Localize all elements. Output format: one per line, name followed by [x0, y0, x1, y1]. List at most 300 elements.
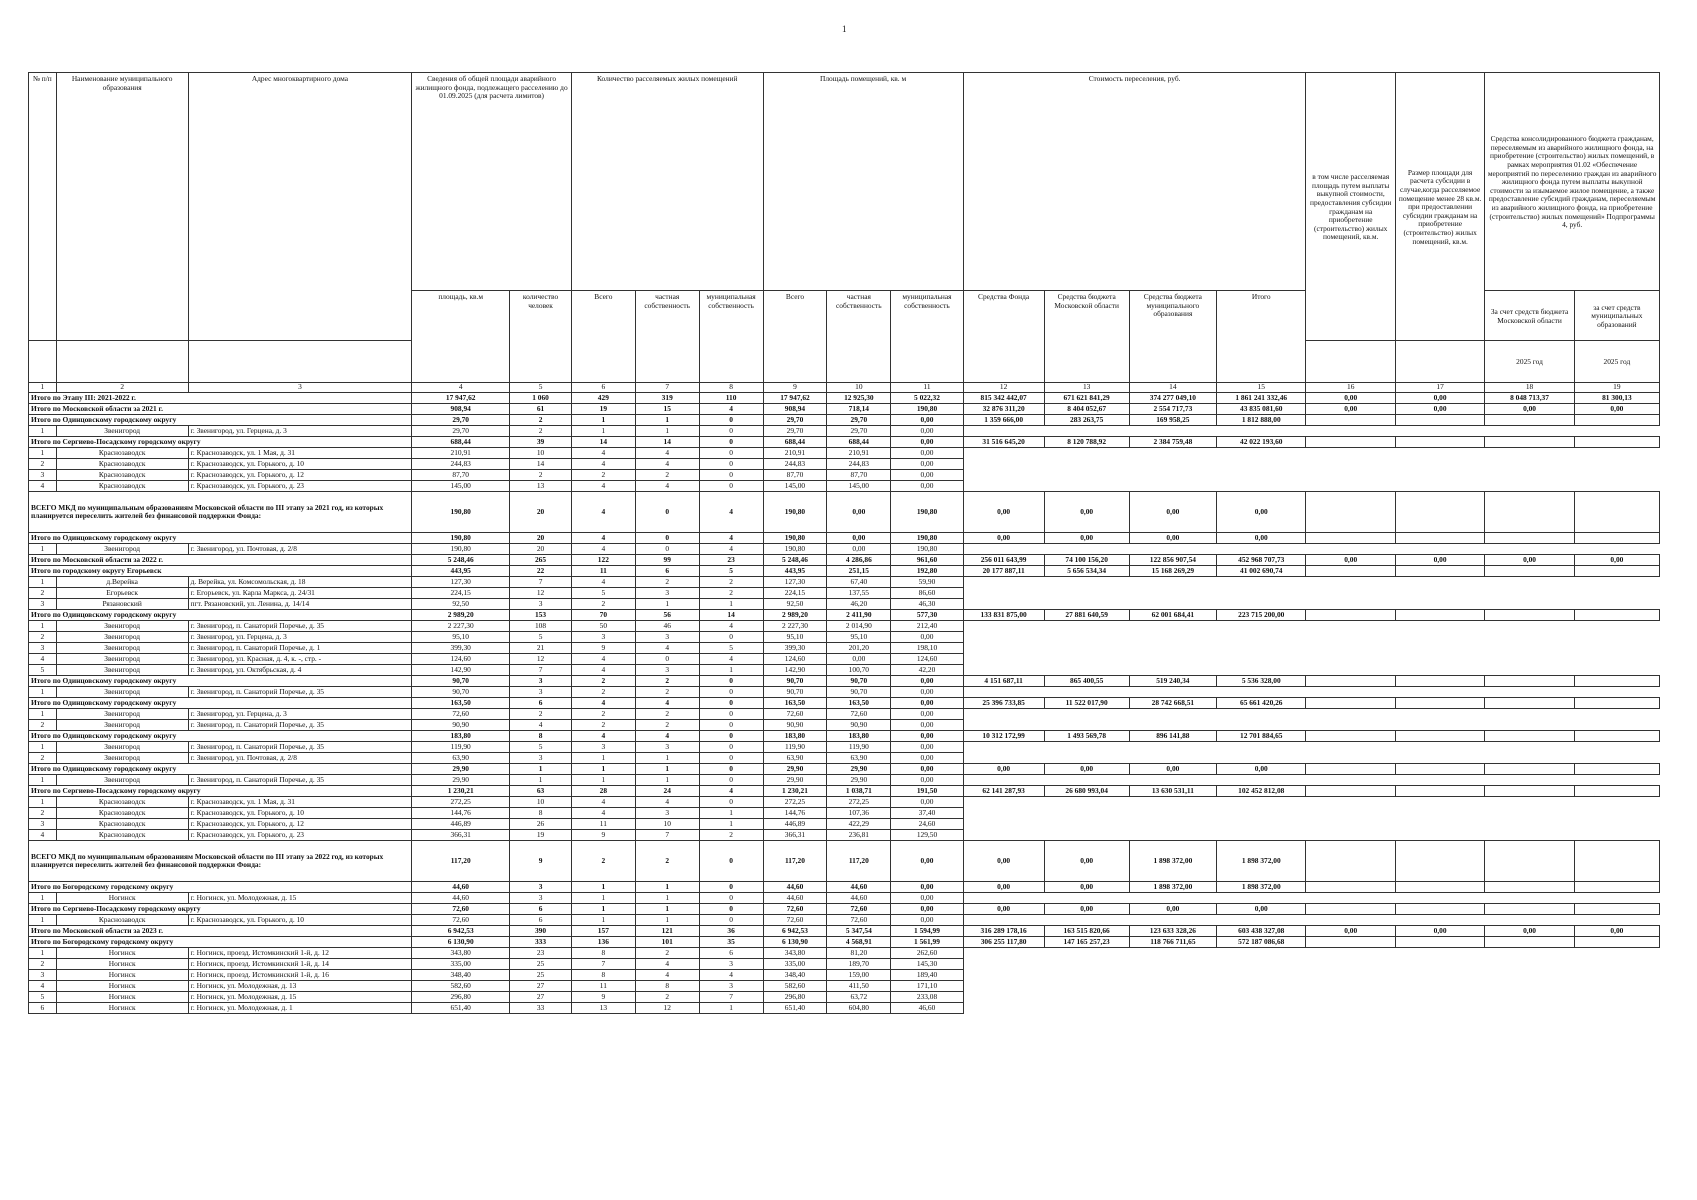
subtotal-cell: 572 187 086,68 [1217, 937, 1306, 948]
subtotal-cell: 908,94 [412, 404, 510, 415]
subtotal-cell: 183,80 [827, 731, 891, 742]
house-address: г. Ногинск, проезд. Истомкинский 1-й, д. 16 [188, 970, 412, 981]
subtotal-cell: 333 [510, 937, 572, 948]
subtotal-cell: 163,50 [827, 698, 891, 709]
house-cell: 1 [29, 893, 57, 904]
house-cell: 1 [635, 915, 699, 926]
subtotal-cell: 671 621 841,29 [1044, 393, 1129, 404]
subtotal-cell: 0,00 [1217, 904, 1306, 915]
subtotal-cell: 1 [635, 415, 699, 426]
subtotal-cell: 6 [510, 904, 572, 915]
subtotal-cell: 0,00 [963, 904, 1044, 915]
subtotal-cell: 20 [510, 492, 572, 533]
house-cell: 3 [510, 687, 572, 698]
house-cell: 190,80 [763, 544, 827, 555]
subtotal-row [29, 555, 1660, 566]
header-sub-area-total: Всего [763, 291, 827, 383]
subtotal-cell [1485, 676, 1574, 687]
subtotal-cell: 11 522 017,90 [1044, 698, 1129, 709]
house-mo: д.Верейка [56, 577, 188, 588]
subtotal-cell: 5 536 328,00 [1217, 676, 1306, 687]
subtotal-row [29, 786, 1660, 797]
subtotal-cell: 190,80 [763, 533, 827, 544]
house-cell: 0,00 [827, 654, 891, 665]
house-mo: Звенигород [56, 544, 188, 555]
column-number: 1 [29, 383, 57, 393]
subtotal-cell: 72,60 [412, 904, 510, 915]
house-row [29, 808, 1660, 819]
house-cell: 19 [510, 830, 572, 841]
resettlement-table [28, 72, 1660, 1014]
house-cell: 0,00 [827, 544, 891, 555]
subtotal-cell [1574, 566, 1659, 577]
subtotal-cell: 0,00 [1044, 492, 1129, 533]
house-cell: 6 [699, 948, 763, 959]
subtotal-cell: 29,70 [763, 415, 827, 426]
house-cell: 0,00 [891, 742, 963, 753]
house-cell: 0 [635, 544, 699, 555]
subtotal-cell: 183,80 [763, 731, 827, 742]
subtotal-cell: 0 [699, 676, 763, 687]
house-cell: 0 [699, 775, 763, 786]
header-sub-munic-budget: Средства бюджета муниципального образования [1129, 291, 1216, 383]
subtotal-cell [1574, 437, 1659, 448]
subtotal-cell: 183,80 [412, 731, 510, 742]
house-address: г. Ногинск, ул. Молодежная, д. 15 [188, 992, 412, 1003]
subtotal-cell [1306, 731, 1395, 742]
house-cell: 2 [29, 588, 57, 599]
subtotal-cell: 908,94 [763, 404, 827, 415]
house-address: г. Звенигород, ул. Герцена, д. 3 [188, 709, 412, 720]
house-address: г. Краснозаводск, ул. Горького, д. 10 [188, 915, 412, 926]
house-cell: 0 [635, 654, 699, 665]
house-cell: 1 [699, 819, 763, 830]
subtotal-cell: 41 002 690,74 [1217, 566, 1306, 577]
house-address: г. Звенигород, ул. Почтовая, д. 2/8 [188, 544, 412, 555]
subtotal-cell: 0 [699, 764, 763, 775]
house-cell: 2 [635, 992, 699, 1003]
column-number: 13 [1044, 383, 1129, 393]
subtotal-cell [1574, 937, 1659, 948]
subtotal-cell: 24 [635, 786, 699, 797]
subtotal-cell [1574, 882, 1659, 893]
house-cell: 159,00 [827, 970, 891, 981]
resettlement-table-sheet [28, 72, 1660, 1014]
house-cell: 0,00 [891, 709, 963, 720]
house-cell: 348,40 [412, 970, 510, 981]
house-cell: 201,20 [827, 643, 891, 654]
house-cell: 23 [510, 948, 572, 959]
house-cell: 3 [29, 970, 57, 981]
column-number: 4 [412, 383, 510, 393]
subtotal-cell: 6 942,53 [763, 926, 827, 937]
house-mo: Звенигород [56, 720, 188, 731]
house-cell: 145,00 [412, 481, 510, 492]
subtotal-cell: 223 715 200,00 [1217, 610, 1306, 621]
house-cell: 4 [635, 970, 699, 981]
house-address: г. Краснозаводск, ул. 1 Мая, д. 31 [188, 448, 412, 459]
subtotal-cell [1306, 437, 1395, 448]
subtotal-cell [1395, 698, 1484, 709]
house-mo: Звенигород [56, 753, 188, 764]
subtotal-cell: 1 493 569,78 [1044, 731, 1129, 742]
subtotal-cell: 44,60 [763, 882, 827, 893]
subtotal-cell: 5 656 534,34 [1044, 566, 1129, 577]
house-cell: 2 [510, 470, 572, 481]
subtotal-cell: 136 [571, 937, 635, 948]
house-cell: 9 [571, 643, 635, 654]
house-address: г. Краснозаводск, ул. Горького, д. 12 [188, 819, 412, 830]
subtotal-cell: 20 177 887,11 [963, 566, 1044, 577]
house-mo: Ногинск [56, 959, 188, 970]
subtotal-label: Итого по Сергиево-Посадскому городскому округу [29, 437, 412, 448]
house-cell: 2 [29, 459, 57, 470]
subtotal-cell: 0,00 [1395, 404, 1484, 415]
house-address: г. Краснозаводск, ул. Горького, д. 23 [188, 830, 412, 841]
house-cell: 3 [510, 599, 572, 610]
subtotal-cell: 688,44 [763, 437, 827, 448]
house-cell: 0 [699, 481, 763, 492]
subtotal-row [29, 393, 1660, 404]
house-row [29, 448, 1660, 459]
column-number: 16 [1306, 383, 1395, 393]
house-mo: Звенигород [56, 709, 188, 720]
subtotal-cell: 35 [699, 937, 763, 948]
house-cell: 29,70 [412, 426, 510, 437]
house-cell: 0,00 [891, 459, 963, 470]
house-cell: 5 [29, 992, 57, 1003]
house-cell: 2 [29, 753, 57, 764]
subtotal-label: Итого по Одинцовскому городскому округу [29, 698, 412, 709]
house-cell: 0,00 [891, 797, 963, 808]
house-cell: 90,90 [827, 720, 891, 731]
house-cell: 119,90 [763, 742, 827, 753]
house-mo: Ногинск [56, 1003, 188, 1014]
subtotal-cell: 99 [635, 555, 699, 566]
column-number: 10 [827, 383, 891, 393]
house-cell: 142,90 [763, 665, 827, 676]
column-number: 11 [891, 383, 963, 393]
subtotal-cell: 0,00 [891, 731, 963, 742]
subtotal-cell: 0,00 [1129, 904, 1216, 915]
subtotal-cell [1485, 610, 1574, 621]
subtotal-cell: 5 248,46 [412, 555, 510, 566]
house-cell: 8 [510, 808, 572, 819]
house-cell: 95,10 [763, 632, 827, 643]
house-cell: 0 [699, 448, 763, 459]
subtotal-cell: 1 812 888,00 [1217, 415, 1306, 426]
subtotal-cell: 1 861 241 332,46 [1217, 393, 1306, 404]
house-cell: 10 [635, 819, 699, 830]
house-cell: 5 [510, 742, 572, 753]
header-sub-rooms-private: частная собственность [635, 291, 699, 383]
house-mo: Звенигород [56, 426, 188, 437]
subtotal-cell: 0,00 [1217, 533, 1306, 544]
house-cell: 3 [635, 665, 699, 676]
subtotal-cell: 6 [510, 698, 572, 709]
subtotal-cell: 0 [699, 415, 763, 426]
subtotal-row [29, 698, 1660, 709]
subtotal-cell: 0,00 [891, 841, 963, 882]
house-mo: Ногинск [56, 893, 188, 904]
house-row [29, 481, 1660, 492]
subtotal-cell: 20 [510, 533, 572, 544]
subtotal-cell: 1 898 372,00 [1129, 841, 1216, 882]
house-cell: 1 [29, 687, 57, 698]
subtotal-label: Итого по Одинцовскому городскому округу [29, 764, 412, 775]
subtotal-cell [1306, 566, 1395, 577]
subtotal-cell: 1 898 372,00 [1217, 841, 1306, 882]
house-cell: 11 [571, 981, 635, 992]
header-areas: Площадь помещений, кв. м [763, 73, 963, 291]
subtotal-cell: 14 [571, 437, 635, 448]
subtotal-cell: 3 [510, 676, 572, 687]
house-cell: 27 [510, 992, 572, 1003]
house-address: д. Верейка, ул. Комсомольская, д. 18 [188, 577, 412, 588]
house-cell: 1 [635, 753, 699, 764]
house-cell: 92,50 [763, 599, 827, 610]
subtotal-cell: 117,20 [763, 841, 827, 882]
house-row [29, 915, 1660, 926]
house-mo: Звенигород [56, 775, 188, 786]
house-cell: 0,00 [891, 448, 963, 459]
house-cell: 9 [571, 992, 635, 1003]
subtotal-cell [1395, 764, 1484, 775]
subtotal-cell: 443,95 [412, 566, 510, 577]
house-cell: 0 [699, 893, 763, 904]
subtotal-cell: 0,00 [1044, 764, 1129, 775]
column-number-row [29, 383, 1660, 393]
subtotal-cell [1306, 698, 1395, 709]
house-cell: 119,90 [412, 742, 510, 753]
subtotal-cell: 2 554 717,73 [1129, 404, 1216, 415]
house-cell: 5 [29, 665, 57, 676]
subtotal-cell: 8 [510, 731, 572, 742]
subtotal-cell: 1 [571, 904, 635, 915]
house-cell: 63,90 [827, 753, 891, 764]
subtotal-cell: 163,50 [412, 698, 510, 709]
house-cell: 0 [699, 459, 763, 470]
house-cell: 2 [699, 588, 763, 599]
column-number: 2 [56, 383, 188, 393]
subtotal-cell: 815 342 442,07 [963, 393, 1044, 404]
house-cell: 2 [699, 830, 763, 841]
header-sub-itogo: Итого [1217, 291, 1306, 383]
subtotal-cell: 133 831 875,00 [963, 610, 1044, 621]
house-address: г. Егорьевск, ул. Карла Маркса, д. 24/31 [188, 588, 412, 599]
house-cell: 4 [510, 720, 572, 731]
house-cell: 604,80 [827, 1003, 891, 1014]
subtotal-cell: 4 151 687,11 [963, 676, 1044, 687]
subtotal-cell: 316 289 178,16 [963, 926, 1044, 937]
house-cell: 2 [571, 720, 635, 731]
subtotal-cell: 39 [510, 437, 572, 448]
subtotal-cell: 23 [699, 555, 763, 566]
subtotal-cell: 122 [571, 555, 635, 566]
header-munic: за счет средств муниципальных образований [1574, 291, 1659, 341]
subtotal-cell [1485, 731, 1574, 742]
house-cell: 1 [29, 709, 57, 720]
subtotal-cell: 0,00 [1485, 555, 1574, 566]
house-cell: 90,90 [412, 720, 510, 731]
subtotal-row [29, 566, 1660, 577]
house-cell: 1 [29, 577, 57, 588]
house-cell: 210,91 [827, 448, 891, 459]
house-cell: 4 [571, 577, 635, 588]
subtotal-cell: 12 701 884,65 [1217, 731, 1306, 742]
subtotal-cell [1574, 676, 1659, 687]
house-mo: Егорьевск [56, 588, 188, 599]
subtotal-cell [1395, 882, 1484, 893]
subtotal-cell: 5 347,54 [827, 926, 891, 937]
house-row [29, 1003, 1660, 1014]
subtotal-cell: 4 [635, 731, 699, 742]
subtotal-cell: 123 633 328,26 [1129, 926, 1216, 937]
house-row [29, 665, 1660, 676]
house-address: г. Звенигород, п. Санаторий Поречье, д. 35 [188, 742, 412, 753]
subtotal-cell: 44,60 [412, 882, 510, 893]
house-cell: 3 [510, 893, 572, 904]
subtotal-cell: 22 [510, 566, 572, 577]
column-number: 14 [1129, 383, 1216, 393]
house-mo: Ногинск [56, 970, 188, 981]
subtotal-cell: 0,00 [891, 882, 963, 893]
subtotal-cell [1395, 415, 1484, 426]
house-cell: 0,00 [891, 470, 963, 481]
subtotal-cell: 12 925,30 [827, 393, 891, 404]
subtotal-cell: 452 968 707,73 [1217, 555, 1306, 566]
house-cell: 144,76 [412, 808, 510, 819]
subtotal-cell: 90,70 [827, 676, 891, 687]
subtotal-cell: 32 876 311,20 [963, 404, 1044, 415]
house-cell: 348,40 [763, 970, 827, 981]
subtotal-cell: 29,70 [412, 415, 510, 426]
house-cell: 1 [29, 426, 57, 437]
subtotal-cell: 256 011 643,99 [963, 555, 1044, 566]
house-cell: 95,10 [827, 632, 891, 643]
subtotal-cell [1395, 937, 1484, 948]
subtotal-label: Итого по Этапу III: 2021-2022 г. [29, 393, 412, 404]
subtotal-cell: 0,00 [1395, 393, 1484, 404]
house-cell: 108 [510, 621, 572, 632]
house-cell: 4 [29, 654, 57, 665]
subtotal-cell [1306, 415, 1395, 426]
house-cell: 343,80 [412, 948, 510, 959]
house-cell: 3 [635, 808, 699, 819]
house-cell: 92,50 [412, 599, 510, 610]
house-cell: 124,60 [412, 654, 510, 665]
subtotal-cell: 251,15 [827, 566, 891, 577]
house-cell: 233,08 [891, 992, 963, 1003]
subtotal-cell [1395, 492, 1484, 533]
subtotal-cell: 0,00 [827, 533, 891, 544]
subtotal-cell: 0 [699, 882, 763, 893]
house-cell: 26 [510, 819, 572, 830]
house-cell: 107,36 [827, 808, 891, 819]
house-cell: 46,30 [891, 599, 963, 610]
subtotal-cell: 4 [699, 533, 763, 544]
house-cell: 8 [571, 970, 635, 981]
house-cell: 2 227,30 [763, 621, 827, 632]
header-year-18: 2025 год [1485, 341, 1574, 383]
subtotal-label: ВСЕГО МКД по муниципальным образованиям Московской области по III этапу за 2022 год, из которых планируется переселить жителей без финансовой поддержки Фонда: [29, 841, 412, 882]
header-empty-2 [56, 341, 188, 383]
subtotal-cell [1306, 610, 1395, 621]
subtotal-cell: 0,00 [1574, 555, 1659, 566]
house-row [29, 459, 1660, 470]
subtotal-cell: 2 [510, 415, 572, 426]
header-sub-rooms-total: Всего [571, 291, 635, 383]
subtotal-cell: 4 [571, 731, 635, 742]
house-cell: 1 [571, 426, 635, 437]
table-body [29, 393, 1660, 1014]
subtotal-row [29, 904, 1660, 915]
house-cell: 2 227,30 [412, 621, 510, 632]
house-cell: 2 [29, 720, 57, 731]
house-cell: 210,91 [763, 448, 827, 459]
subtotal-label: Итого по Богородскому городскому округу [29, 882, 412, 893]
subtotal-label: Итого по Московской области за 2022 г. [29, 555, 412, 566]
subtotal-cell: 2 [635, 841, 699, 882]
house-cell: 4 [571, 808, 635, 819]
subtotal-cell: 191,50 [891, 786, 963, 797]
subtotal-cell: 0 [699, 698, 763, 709]
house-cell: 1 [29, 448, 57, 459]
house-cell: 399,30 [763, 643, 827, 654]
subtotal-cell: 190,80 [412, 533, 510, 544]
house-cell: 12 [510, 588, 572, 599]
house-cell: 4 [635, 448, 699, 459]
house-cell: 582,60 [763, 981, 827, 992]
subtotal-cell: 14 [635, 437, 699, 448]
header-col17: Размер площади для расчета субсидии в случае,когда расселяемое помещение менее 28 кв.м. при предоставлении субсидии гражданам на приобретение (строительство) жилых помещений, кв.м. [1395, 73, 1484, 341]
house-cell: 29,90 [763, 775, 827, 786]
house-row [29, 687, 1660, 698]
subtotal-cell [1395, 841, 1484, 882]
subtotal-cell [1306, 841, 1395, 882]
house-cell: 2 [571, 709, 635, 720]
house-address: г. Звенигород, п. Санаторий Поречье, д. 35 [188, 775, 412, 786]
house-cell: 4 [699, 970, 763, 981]
house-cell: 6 [29, 1003, 57, 1014]
house-address: г. Краснозаводск, ул. Горького, д. 23 [188, 481, 412, 492]
house-row [29, 577, 1660, 588]
subtotal-cell: 169 958,25 [1129, 415, 1216, 426]
house-address: г. Ногинск, проезд. Истомкинский 1-й, д. 14 [188, 959, 412, 970]
subtotal-cell: 603 438 327,08 [1217, 926, 1306, 937]
house-cell: 582,60 [412, 981, 510, 992]
house-address: г. Краснозаводск, ул. Горького, д. 10 [188, 808, 412, 819]
subtotal-cell: 0,00 [891, 698, 963, 709]
house-cell: 272,25 [827, 797, 891, 808]
house-cell: 100,70 [827, 665, 891, 676]
house-mo: Краснозаводск [56, 470, 188, 481]
house-cell: 119,90 [827, 742, 891, 753]
subtotal-cell [1306, 764, 1395, 775]
house-row [29, 981, 1660, 992]
house-cell: 171,10 [891, 981, 963, 992]
subtotal-cell [1574, 533, 1659, 544]
subtotal-cell: 1 594,99 [891, 926, 963, 937]
subtotal-cell [1306, 786, 1395, 797]
house-cell: 3 [571, 742, 635, 753]
subtotal-cell: 74 100 156,20 [1044, 555, 1129, 566]
house-mo: Краснозаводск [56, 915, 188, 926]
subtotal-cell [1485, 415, 1574, 426]
column-number: 5 [510, 383, 572, 393]
house-cell: 0,00 [891, 481, 963, 492]
column-number: 6 [571, 383, 635, 393]
